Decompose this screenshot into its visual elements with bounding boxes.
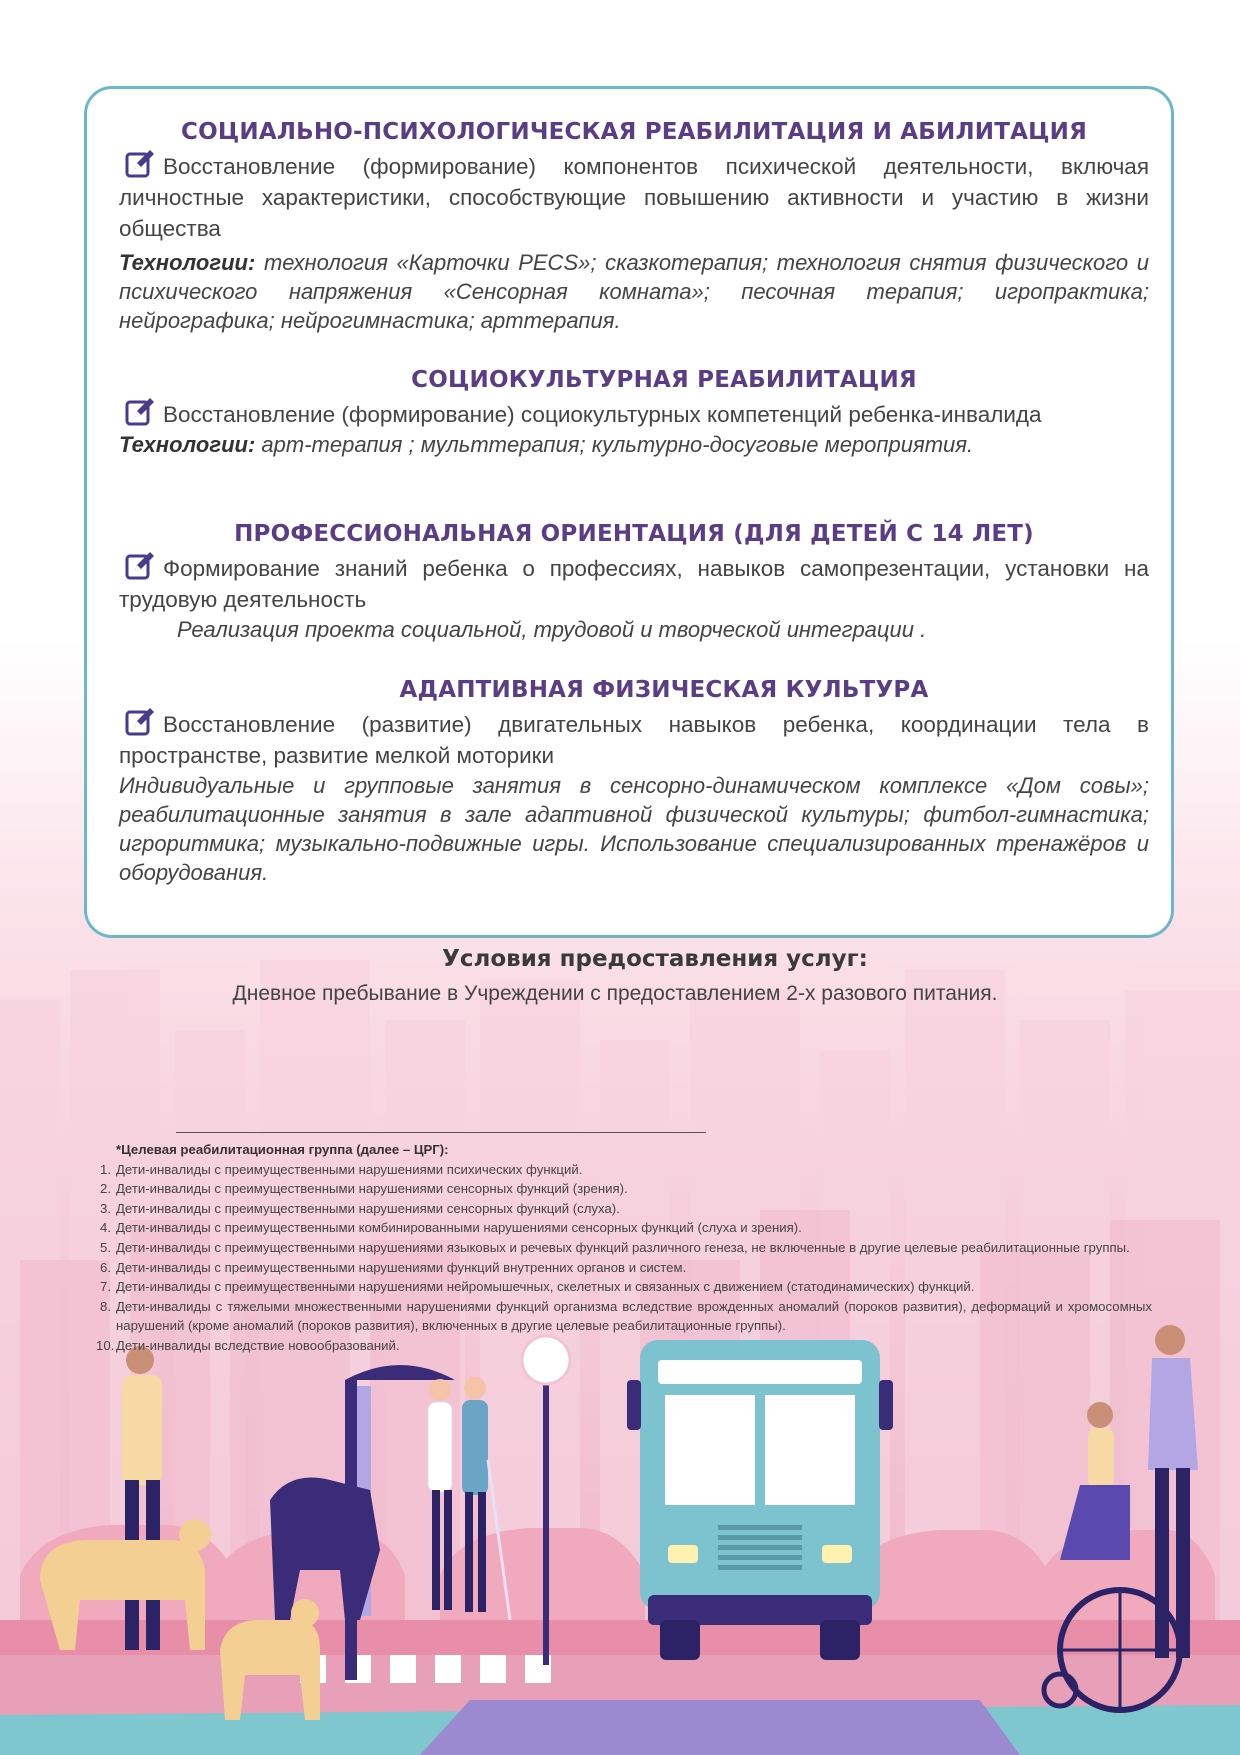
- pencil-edit-icon: [125, 149, 155, 179]
- section-title: ПРОФЕССИОНАЛЬНАЯ ОРИЕНТАЦИЯ (ДЛЯ ДЕТЕЙ С 14 ЛЕТ): [234, 521, 1034, 547]
- section-technologies: [119, 771, 1149, 887]
- tech-text: технология «Карточки PECS»; сказкотерапия; технология снятия физического и психического напряжения «Сенсорная комната»; песочная терапия; игропрактика; нейрографика; нейрогимнастика; арттерапия.: [119, 250, 1149, 333]
- section-technologies: [119, 615, 1149, 644]
- section-description: Восстановление (формирование) компонентов психической деятельности, включая личностные характеристики, способствующие повышению активности и участию в жизни общества: [119, 154, 1149, 241]
- section-adaptive-physical-culture: [87, 677, 1171, 887]
- section-title: СОЦИОКУЛЬТУРНАЯ РЕАБИЛИТАЦИЯ: [411, 367, 917, 393]
- list-item: 2. Дети-инвалиды с преимущественными нарушениями сенсорных функций (зрения).: [100, 1181, 628, 1197]
- tech-text: Реализация проекта социальной, трудовой и творческой интеграции .: [177, 617, 927, 642]
- section-description: Формирование знаний ребенка о профессиях, навыков самопрезентации, установки на трудовую деятельность: [119, 556, 1149, 612]
- street-scene-illustration: [0, 1320, 1240, 1755]
- list-item: 5. Дети-инвалиды с преимущественными нарушениями языковых и речевых функций различного генеза, не включенные в другие целевые реабилитационные группы.: [100, 1239, 1130, 1255]
- list-item: 6. Дети-инвалиды с преимущественными нарушениями функций внутренних органов и систем.: [100, 1259, 687, 1275]
- section-career-guidance: [87, 521, 1171, 644]
- conditions-title: Условия предоставления услуг:: [442, 946, 868, 972]
- list-item: 1. Дети-инвалиды с преимущественными нарушениями психических функций.: [100, 1161, 583, 1177]
- list-item: 3. Дети-инвалиды с преимущественными нарушениями сенсорных функций (слуха).: [100, 1200, 620, 1216]
- section-technologies: [119, 248, 1149, 335]
- section-title: СОЦИАЛЬНО-ПСИХОЛОГИЧЕСКАЯ РЕАБИЛИТАЦИЯ И АБИЛИТАЦИЯ: [181, 119, 1087, 145]
- pencil-edit-icon: [125, 397, 155, 427]
- list-item: 8. Дети-инвалиды с тяжелыми множественными нарушениями функций организма вследствие врожденных аномалий (пороков развития), деформаций и хромосомных нарушений (кроме аномалий (пороков развития), включенных в другие целевые реабилитационные группы).: [100, 1298, 1152, 1334]
- conditions-text: Дневное пребывание в Учреждении с предоставлением 2-х разового питания.: [232, 982, 998, 1005]
- section-title: АДАПТИВНАЯ ФИЗИЧЕСКАЯ КУЛЬТУРА: [399, 677, 929, 703]
- footnote-list: [96, 1160, 1152, 1356]
- tech-label: Технологии:: [119, 250, 256, 275]
- section-description: Восстановление (формирование) социокультурных компетенций ребенка-инвалида: [163, 402, 1042, 427]
- target-group-footnote: [96, 1140, 1152, 1356]
- section-sociocultural: [87, 367, 1171, 459]
- footnote-divider: [176, 1132, 706, 1133]
- pencil-edit-icon: [125, 707, 155, 737]
- tech-label: Технологии:: [119, 432, 256, 457]
- list-item: 7. Дети-инвалиды с преимущественными нарушениями нейромышечных, скелетных и связанных с движением (статодинамических) функций.: [100, 1279, 975, 1295]
- section-description: Восстановление (развитие) двигательных навыков ребенка, координации тела в пространстве, развитие мелкой моторики: [119, 712, 1149, 768]
- pencil-edit-icon: [125, 551, 155, 581]
- service-conditions: [0, 946, 1240, 1006]
- section-technologies: [119, 430, 1149, 459]
- services-panel: [84, 86, 1174, 938]
- list-item: 10. Дети-инвалиды вследствие новообразований.: [96, 1337, 400, 1353]
- list-item: 4. Дети-инвалиды с преимущественными комбинированными нарушениями сенсорных функций (слуха и зрения).: [100, 1220, 802, 1236]
- footnote-title: *Целевая реабилитационная группа (далее – ЦРГ):: [116, 1142, 449, 1157]
- tech-text: арт-терапия ; мульттерапия; культурно-досуговые мероприятия.: [255, 432, 974, 457]
- tech-text: Индивидуальные и групповые занятия в сенсорно-динамическом комплексе «Дом совы»; реабилитационные занятия в зале адаптивной физической культуры; фитбол-гимнастика; игроритмика; музыкально-подвижные игры. Использование специализированных тренажёров и оборудования.: [119, 773, 1149, 885]
- section-social-psychological: [87, 119, 1171, 335]
